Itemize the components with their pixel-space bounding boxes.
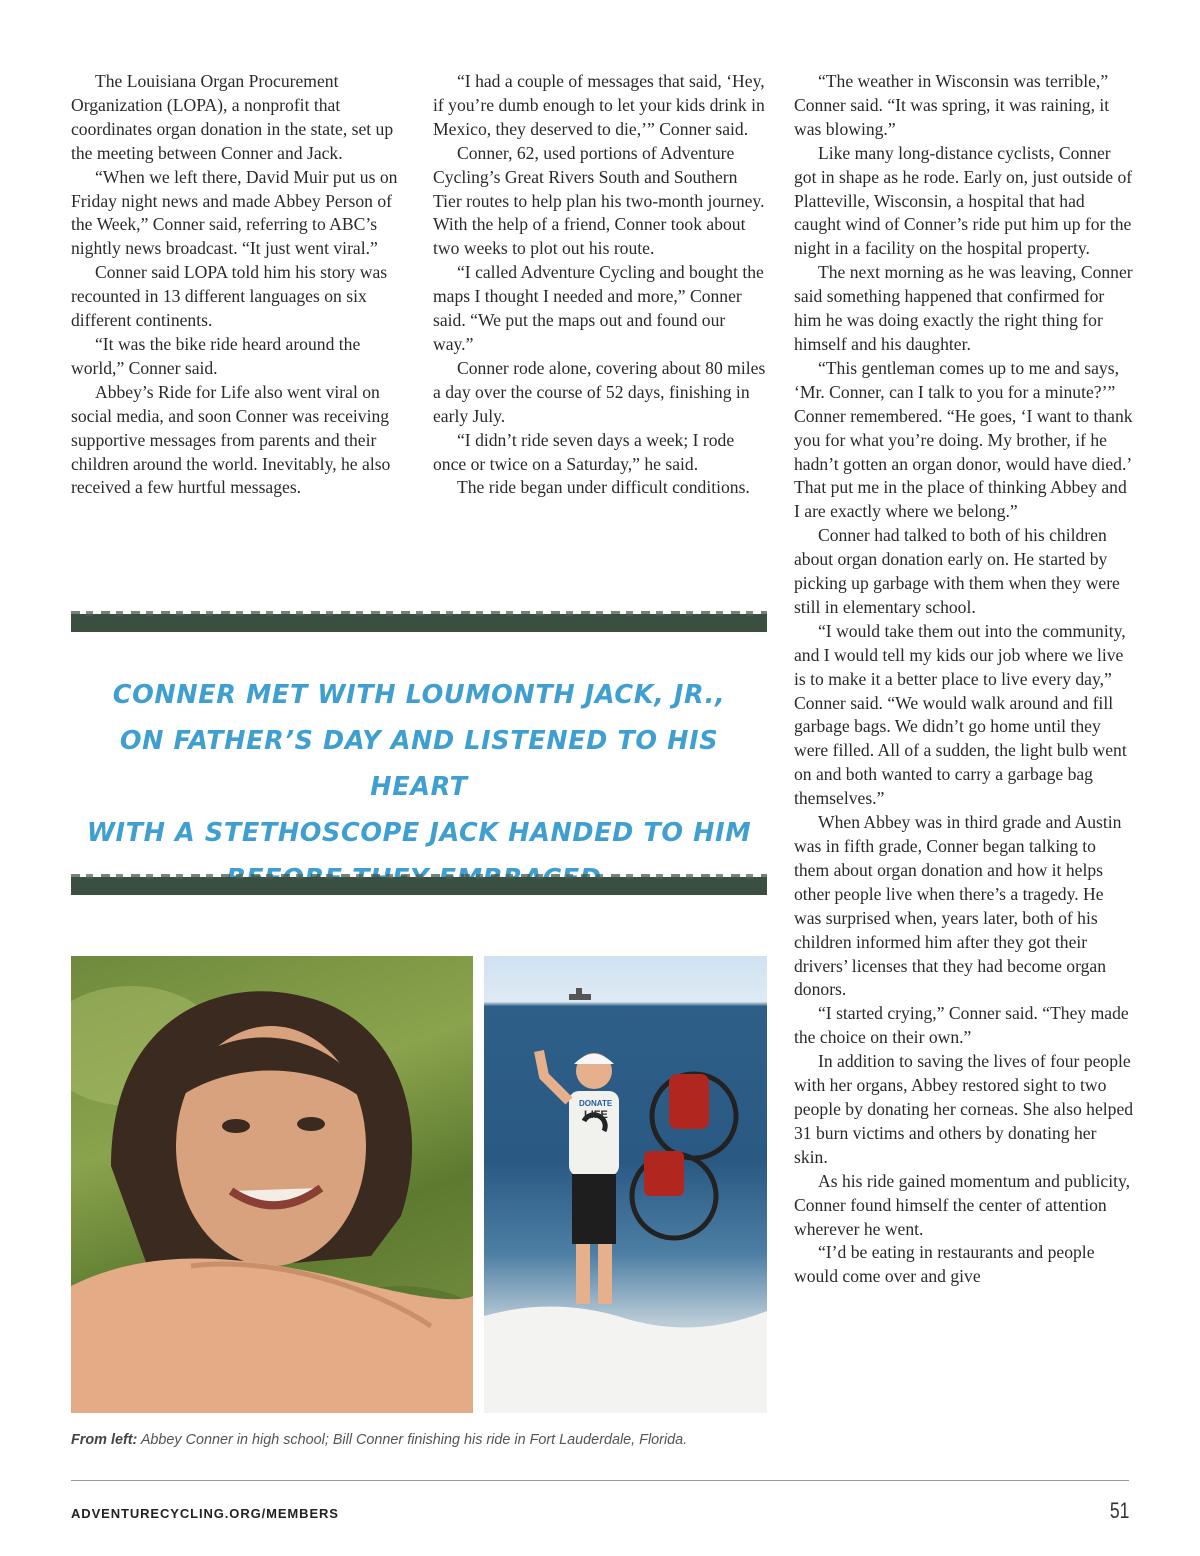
paragraph: “This gentleman comes up to me and says, ‘Mr. Conner, can I talk to you for a minute?’” Conner remembered. “He goes, ‘I want to thank you for what you’re doing. My brother, if he hadn’t gotten an organ donor, would have died.’ That put me in the place of thinking Abbey and I are exactly where we belong.” bbox=[794, 357, 1133, 522]
paragraph: As his ride gained momentum and publicity, Conner found himself the center of attention wherever he went. bbox=[794, 1170, 1131, 1239]
footer-url: ADVENTURECYCLING.ORG/MEMBERS bbox=[71, 1506, 339, 1521]
article-column-3 bbox=[794, 70, 1134, 1289]
pull-quote bbox=[71, 672, 767, 902]
photo-caption bbox=[71, 1432, 771, 1448]
paragraph: The next morning as he was leaving, Conner said something happened that confirmed for him he was doing exactly the right thing for himself and his daughter. bbox=[794, 262, 1133, 354]
paragraph: Like many long-distance cyclists, Conner got in shape as he rode. Early on, just outside of Platteville, Wisconsin, a hospital that had caught wind of Conner’s ride put him up for the night in a facility on the hospital property. bbox=[794, 142, 1133, 259]
shirt-text-life: LIFE bbox=[584, 1109, 608, 1121]
paragraph: The Louisiana Organ Procurement Organization (LOPA), a nonprofit that coordinates organ donation in the state, set up the meeting between Conner and Jack. bbox=[71, 71, 394, 163]
pull-quote-line: WITH A STETHOSCOPE JACK HANDED TO HIM bbox=[86, 818, 752, 848]
pull-quote-line: ON FATHER’S DAY AND LISTENED TO HIS HEART bbox=[119, 726, 719, 802]
paragraph: Conner had talked to both of his children about organ donation early on. He started by picking up garbage with them when they were still in elementary school. bbox=[794, 525, 1120, 617]
paragraph: “It was the bike ride heard around the world,” Conner said. bbox=[71, 333, 361, 378]
paragraph: Abbey’s Ride for Life also went viral on social media, and soon Conner was receiving supportive messages from parents and their children around the world. Inevitably, he also received a few hurtful messages. bbox=[71, 381, 391, 498]
paragraph: “I didn’t ride seven days a week; I rode once or twice on a Saturday,” he said. bbox=[433, 429, 735, 474]
paragraph: “I’d be eating in restaurants and people would come over and give bbox=[794, 1242, 1095, 1287]
portrait-illustration bbox=[71, 956, 473, 1413]
paragraph: When Abbey was in third grade and Austin was in fifth grade, Conner began talking to them about organ donation and how it helps other people live when there’s a tragedy. He was surprised when, years later, both of his children informed him after they got their drivers’ licenses that they had become organ donors. bbox=[794, 812, 1122, 1000]
photo-abbey-conner bbox=[71, 956, 473, 1413]
photo-bill-conner-beach bbox=[484, 956, 767, 1413]
paragraph: “I called Adventure Cycling and bought the maps I thought I needed and more,” Conner said. “We put the maps out and found our way.” bbox=[433, 262, 764, 354]
caption-text: Abbey Conner in high school; Bill Conner finishing his ride in Fort Lauderdale, Florida. bbox=[137, 1432, 688, 1448]
paragraph: The ride began under difficult conditions. bbox=[457, 477, 750, 498]
paragraph: “When we left there, David Muir put us on Friday night news and made Abbey Person of the Week,” Conner said, referring to ABC’s nightly news broadcast. “It just went viral.” bbox=[71, 166, 398, 259]
article-column-1 bbox=[71, 70, 407, 500]
paragraph: Conner rode alone, covering about 80 miles a day over the course of 52 days, finishing in early July. bbox=[433, 357, 766, 426]
paragraph: Conner, 62, used portions of Adventure Cycling’s Great Rivers South and Southern Tier routes to help plan his two-month journey. With the help of a friend, Conner took about two weeks to plot out his route. bbox=[433, 142, 765, 259]
paragraph: In addition to saving the lives of four people with her organs, Abbey restored sight to two people by donating her corneas. She also helped 31 burn victims and others by donating her skin. bbox=[794, 1051, 1134, 1167]
paragraph: “I had a couple of messages that said, ‘Hey, if you’re dumb enough to let your kids drink in Mexico, they deserved to die,’” Conner said. bbox=[433, 71, 765, 139]
pullquote-top-band bbox=[71, 614, 767, 632]
pull-quote-line: CONNER MET WITH LOUMONTH JACK, JR., bbox=[112, 680, 726, 710]
article-column-2 bbox=[433, 70, 769, 500]
footer-divider bbox=[71, 1480, 1129, 1481]
paragraph: Conner said LOPA told him his story was recounted in 13 different languages on six different continents. bbox=[71, 262, 388, 331]
paragraph: “I started crying,” Conner said. “They made the choice on their own.” bbox=[794, 1003, 1129, 1048]
page-number: 51 bbox=[1109, 1498, 1129, 1523]
caption-lead: From left: bbox=[71, 1432, 138, 1448]
shirt-text-donate: DONATE bbox=[579, 1099, 613, 1108]
paragraph: “I would take them out into the community, and I would tell my kids our job where we live is to make it a better place to live every day,” Conner said. “We would walk around and fill garbage bags. We didn’t go home until they were filled. All of a sudden, the light bulb went on and both wanted to carry a garbage bag themselves.” bbox=[794, 620, 1127, 809]
beach-illustration bbox=[484, 956, 767, 1413]
pullquote-bottom-band bbox=[71, 877, 767, 895]
paragraph: “The weather in Wisconsin was terrible,” Conner said. “It was spring, it was raining, it was blowing.” bbox=[794, 71, 1110, 139]
